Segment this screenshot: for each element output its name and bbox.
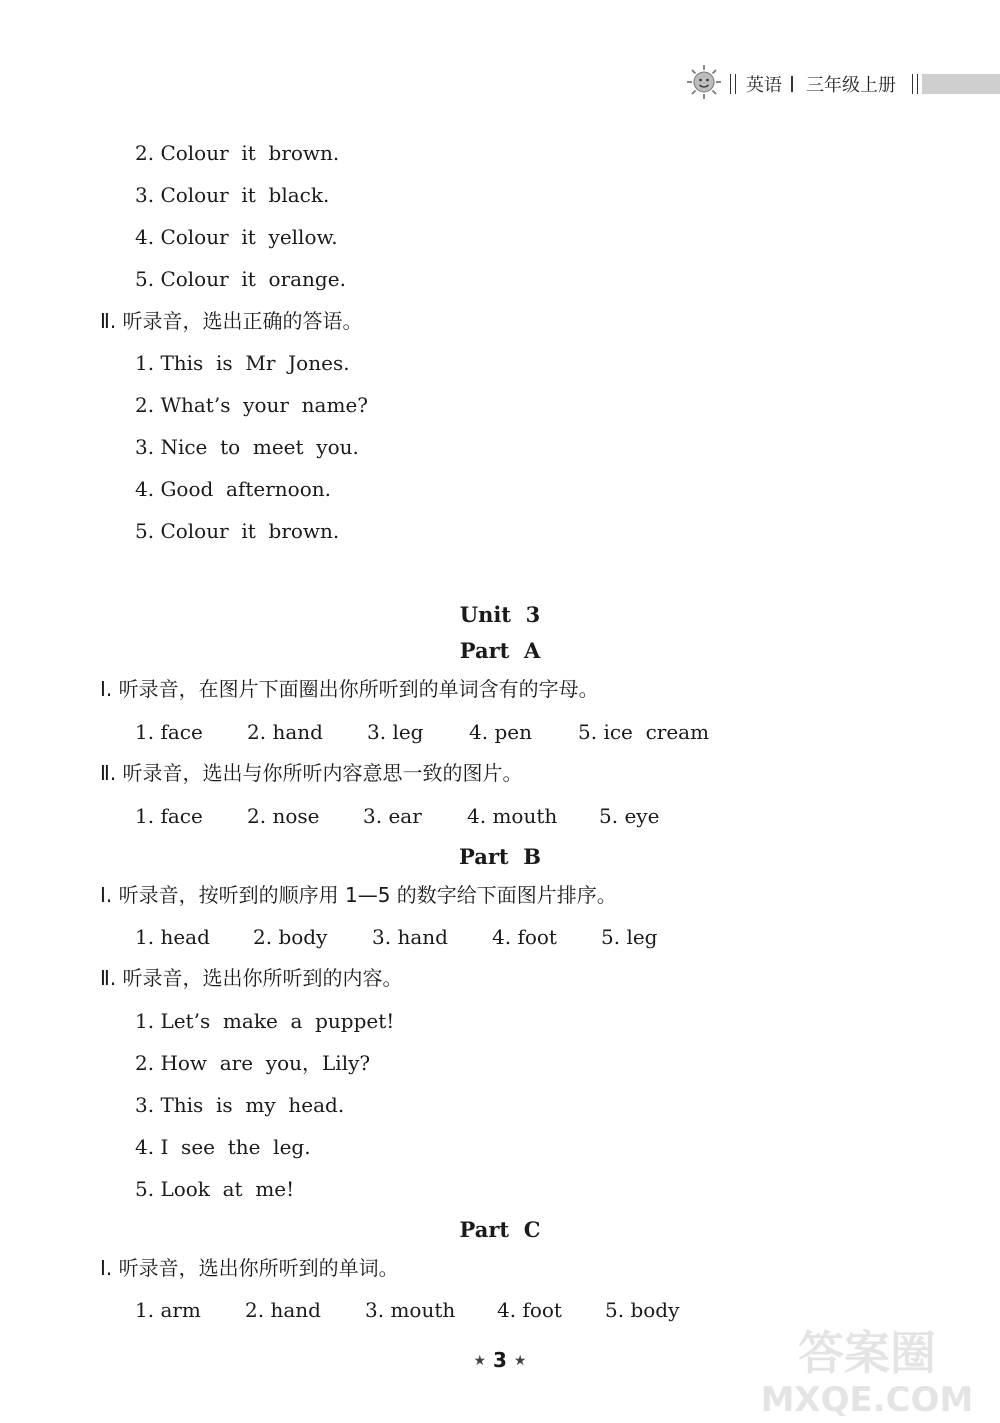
section-title: Ⅱ. 听录音，选出你所听到的内容。: [100, 966, 403, 990]
section-title: Ⅰ. 听录音，按听到的顺序用 1—5 的数字给下面图片排序。: [100, 883, 617, 907]
word-item: 5. leg: [601, 925, 658, 949]
list-item: 3. Colour it black.: [135, 183, 330, 207]
watermark-logo: [742, 1317, 992, 1417]
word-item: 2. body: [253, 925, 328, 949]
list-item: 2. How are you，Lily?: [135, 1051, 371, 1075]
word-item: 3. hand: [372, 925, 448, 949]
header-grade: 三年级上册: [806, 75, 896, 96]
word-item: 3. leg: [367, 720, 424, 744]
sun-icon: [686, 64, 722, 100]
word-item: 2. hand: [247, 720, 323, 744]
watermark-cn: 答案圈: [798, 1326, 936, 1380]
unit-title: Unit 3: [459, 602, 541, 627]
star-icon: ★: [473, 1353, 487, 1369]
header-separator: [791, 76, 793, 92]
list-item: 1. Let’s make a puppet!: [135, 1009, 395, 1033]
header-divider-right: [912, 74, 918, 94]
part-a-title: Part A: [459, 638, 541, 663]
watermark-en: MXQE.COM: [760, 1380, 974, 1417]
list-item: 1. This is Mr Jones.: [135, 351, 350, 375]
word-item: 4. foot: [497, 1298, 562, 1322]
part-b-title: Part B: [459, 844, 541, 869]
word-item: 4. mouth: [467, 804, 558, 828]
word-item: 1. arm: [135, 1298, 201, 1322]
section-title: Ⅰ. 听录音，选出你所听到的单词。: [100, 1256, 399, 1280]
star-icon: ★: [513, 1353, 527, 1369]
word-item: 5. ice cream: [578, 720, 710, 744]
word-item: 3. ear: [363, 804, 422, 828]
word-item: 2. nose: [247, 804, 320, 828]
word-item: 4. pen: [469, 720, 532, 744]
word-item: 5. eye: [599, 804, 660, 828]
list-item: 4. Colour it yellow.: [135, 225, 338, 249]
page-header: [0, 62, 1000, 102]
word-item: 1. head: [135, 925, 210, 949]
list-item: 4. Good afternoon.: [135, 477, 331, 501]
list-item: 5. Look at me!: [135, 1177, 295, 1201]
list-item: 5. Colour it orange.: [135, 267, 346, 291]
list-item: 2. What’s your name?: [135, 393, 368, 417]
page-number-value: 3: [493, 1348, 507, 1372]
word-item: 1. face: [135, 720, 203, 744]
list-item: 5. Colour it brown.: [135, 519, 340, 543]
header-grey-bar: [922, 74, 1000, 94]
list-item: 3. This is my head.: [135, 1093, 345, 1117]
word-item: 5. body: [605, 1298, 680, 1322]
list-item: 2. Colour it brown.: [135, 141, 340, 165]
word-item: 3. mouth: [365, 1298, 456, 1322]
list-item: 3. Nice to meet you.: [135, 435, 359, 459]
section-title: Ⅱ. 听录音，选出正确的答语。: [100, 309, 363, 333]
header-divider-left: [730, 74, 736, 94]
word-item: 4. foot: [492, 925, 557, 949]
part-c-title: Part C: [459, 1217, 541, 1242]
section-title: Ⅰ. 听录音，在图片下面圈出你所听到的单词含有的字母。: [100, 677, 599, 701]
list-item: 4. I see the leg.: [135, 1135, 311, 1159]
section-title: Ⅱ. 听录音，选出与你所听内容意思一致的图片。: [100, 761, 523, 785]
header-subject: 英语: [746, 75, 782, 96]
word-item: 1. face: [135, 804, 203, 828]
word-item: 2. hand: [245, 1298, 321, 1322]
